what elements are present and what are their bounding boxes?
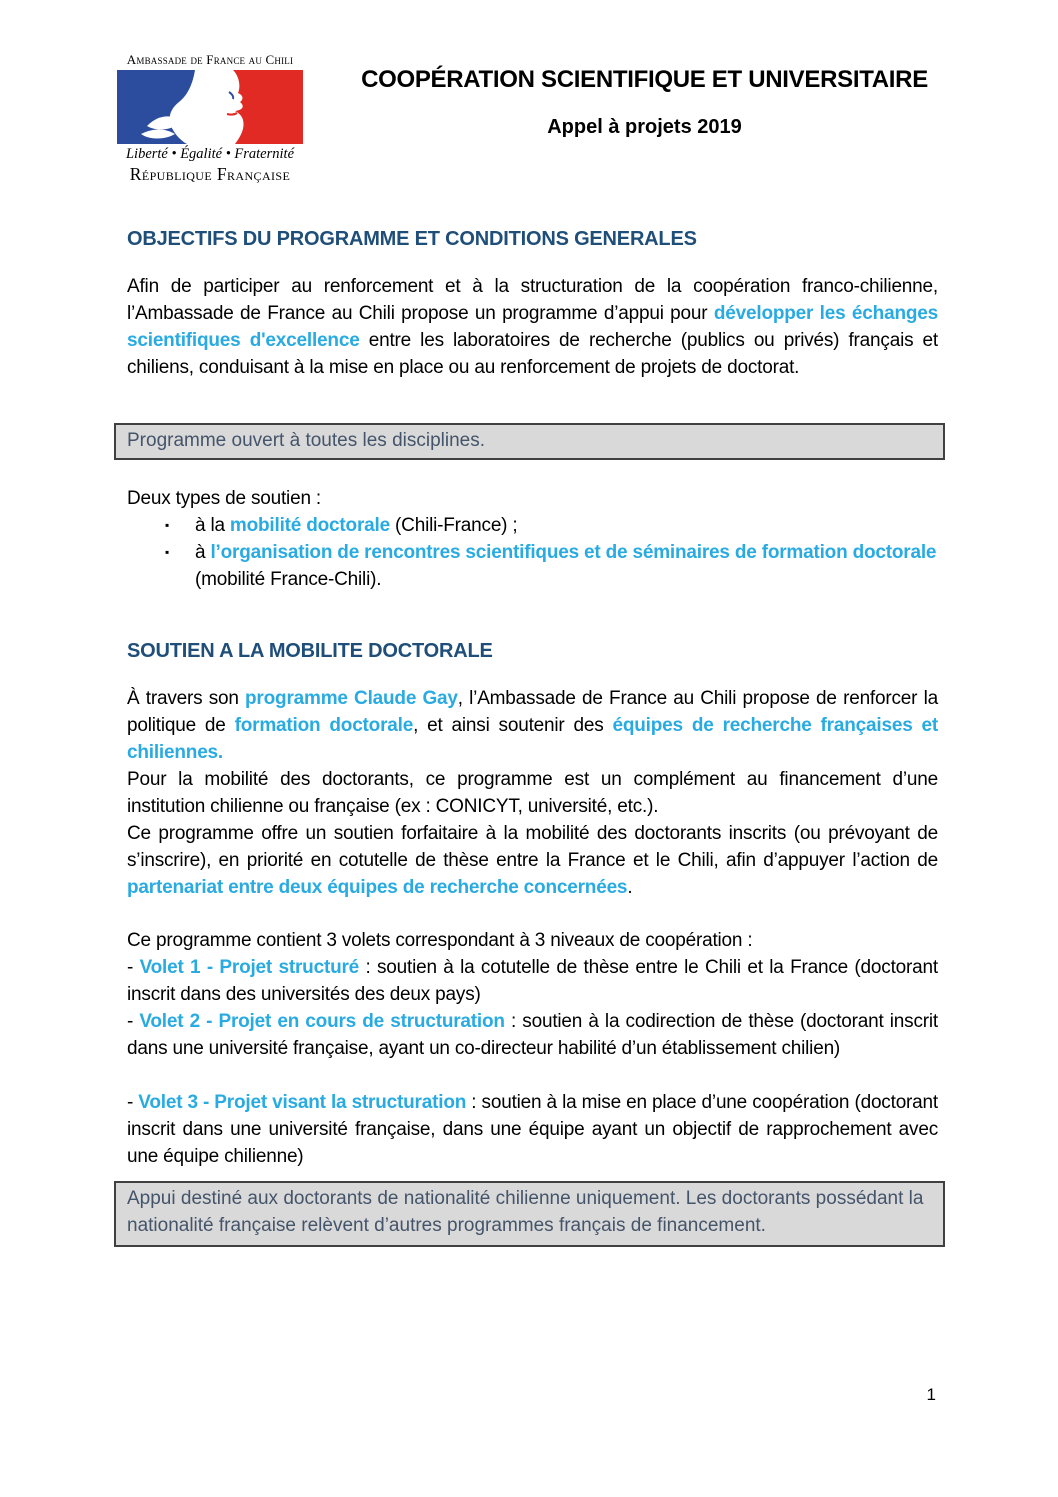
highlight-box-disciplines: Programme ouvert à toutes les disciplines. (114, 423, 945, 460)
list-item (165, 539, 938, 593)
paragraph-soutien-forfaitaire: Ce programme offre un soutien forfaitaire à la mobilité des doctorants inscrits (ou prévoyant de s’inscrire), en priorité en cotutelle de thèse entre la France et le Chili, afin d’appuyer l’action de partenariat entre deux équipes de recherche concernées. (127, 823, 938, 898)
bullet-icon: ▪ (165, 545, 170, 559)
paragraph-objectifs-intro: Afin de participer au renforcement et à la structuration de la coopération franco-chilienne, l’Ambassade de France au Chili propose un programme d’appui pour développer les échanges scientifiques d'excellence entre les laboratoires de recherche (publics ou privés) français et chiliens, conduisant à la mise en place ou au renforcement de projets de doctorat. (127, 276, 938, 378)
embassy-logo (117, 52, 303, 185)
french-flag-marianne-icon (117, 70, 303, 144)
section-heading-objectifs: OBJECTIFS DU PROGRAMME ET CONDITIONS GENERALES (127, 228, 697, 250)
title-block (329, 66, 960, 139)
paragraph-volet-3: - Volet 3 - Projet visant la structuration : soutien à la mise en place d’une coopération (doctorant inscrit dans une université française, dans une équipe ayant un objectif de rapprochement avec une équipe chilienne) (127, 1092, 938, 1167)
list-item-text: à l’organisation de rencontres scientifiques et de séminaires de formation doctorale (mobilité France-Chili). (195, 542, 937, 590)
republic-name-text: République Française (129, 164, 291, 184)
republic-motto-text: Liberté • Égalité • Fraternité (125, 146, 295, 162)
page-number: 1 (926, 1385, 936, 1404)
section-heading-mobilite: SOUTIEN A LA MOBILITE DOCTORALE (127, 640, 493, 662)
paragraph-claude-gay: À travers son programme Claude Gay, l’Ambassade de France au Chili propose de renforcer la politique de formation doctorale, et ainsi soutenir des équipes de recherche françaises et chiliennes. (127, 688, 939, 763)
paragraph-volet-2: - Volet 2 - Projet en cours de structuration : soutien à la codirection de thèse (doctorant inscrit dans une université française, ayant un co-directeur habilité d’un établissement chilien) (127, 1011, 938, 1059)
document-header (117, 52, 960, 184)
embassy-name-text: Ambassade de France au Chili (126, 52, 294, 67)
bullet-icon: ▪ (165, 518, 170, 532)
paragraph-volet-1: - Volet 1 - Projet structuré : soutien à la cotutelle de thèse entre le Chili et la France (doctorant inscrit dans des universités des deux pays) (127, 957, 938, 1005)
list-intro-soutien: Deux types de soutien : (127, 488, 321, 509)
paragraph-financement: Pour la mobilité des doctorants, ce programme est un complément au financement d’une institution chilienne ou française (ex : CONICYT, université, etc.). (127, 769, 938, 817)
document-subtitle: Appel à projets 2019 (547, 116, 742, 138)
list-item-text: à la mobilité doctorale (Chili-France) ; (195, 515, 518, 536)
highlight-box-nationalite: Appui destiné aux doctorants de nationalité chilienne uniquement. Les doctorants possédant la nationalité française relèvent d’autres programmes français de financement. (114, 1181, 945, 1247)
document-title: COOPÉRATION SCIENTIFIQUE ET UNIVERSITAIRE (361, 66, 928, 93)
soutien-types-list (165, 512, 938, 593)
paragraph-volets-intro: Ce programme contient 3 volets correspondant à 3 niveaux de coopération : (127, 930, 753, 951)
document-body (127, 228, 938, 1247)
list-item (165, 512, 938, 539)
